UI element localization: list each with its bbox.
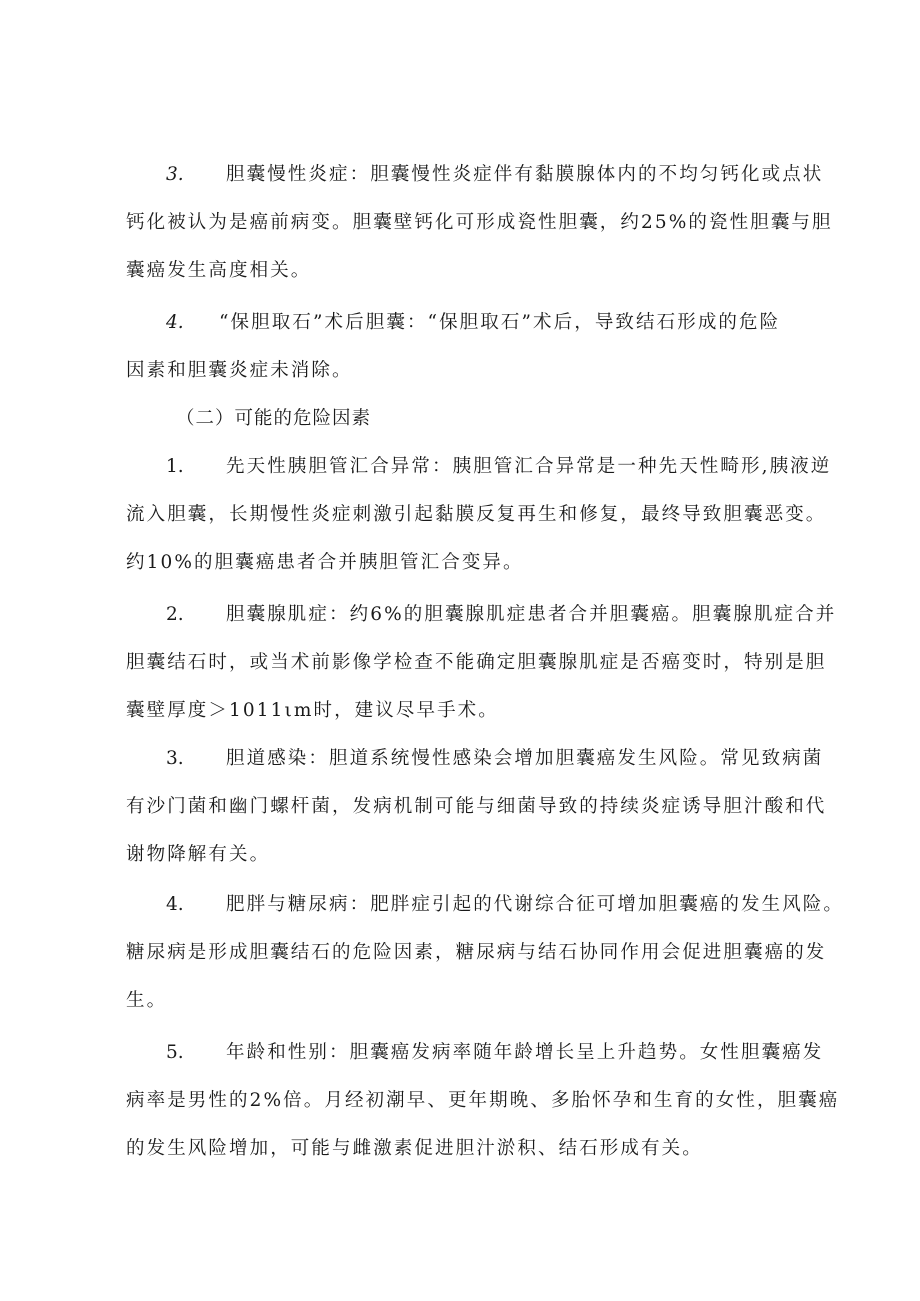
paragraph-line: 胆囊慢性炎症：胆囊慢性炎症伴有黏膜腺体内的不均匀钙化或点状 xyxy=(226,164,824,185)
paragraph-line: 囊癌发生高度相关。 xyxy=(126,260,312,281)
paragraph-line: “保胆取石”术后胆囊：“保胆取石”术后，导致结石形成的危险 xyxy=(219,312,781,333)
paragraph-line: 因素和胆囊炎症未消除。 xyxy=(126,360,353,381)
item-number: 4. xyxy=(166,312,184,333)
paragraph-line: 胆囊结石时，或当术前影像学检查不能确定胆囊腺肌症是否癌变时，特别是胆 xyxy=(126,652,827,673)
paragraph-line: 生。 xyxy=(126,990,168,1011)
paragraph-line: 钙化被认为是癌前病变。胆囊壁钙化可形成瓷性胆囊，约25%的瓷性胆囊与胆 xyxy=(126,212,833,233)
item-number: 1. xyxy=(166,456,184,477)
item-number: 2. xyxy=(166,604,184,625)
paragraph-line: 约10%的胆囊癌患者合并胰胆管汇合变异。 xyxy=(126,552,524,573)
paragraph-line: 囊壁厚度＞1011ιm时，建议尽早手术。 xyxy=(126,700,499,721)
paragraph-line: 胆道感染：胆道系统慢性感染会增加胆囊癌发生风险。常见致病菌 xyxy=(226,748,824,769)
item-number: 4. xyxy=(166,894,184,915)
item-number: 5. xyxy=(166,1042,184,1063)
paragraph-line: 流入胆囊，长期慢性炎症刺激引起黏膜反复再生和修复，最终导致胆囊恶变。 xyxy=(126,504,827,525)
item-number: 3. xyxy=(166,164,184,185)
paragraph-line: 病率是男性的2%倍。月经初潮早、更年期晚、多胎怀孕和生育的女性，胆囊癌 xyxy=(126,1090,840,1111)
paragraph-line: 胆囊腺肌症：约6%的胆囊腺肌症患者合并胆囊癌。胆囊腺肌症合并 xyxy=(226,604,837,625)
paragraph-line: 先天性胰胆管汇合异常：胰胆管汇合异常是一种先天性畸形,胰液逆 xyxy=(226,456,832,477)
section-heading: （二）可能的危险因素 xyxy=(176,408,372,429)
paragraph-line: 肥胖与糖尿病：肥胖症引起的代谢综合征可增加胆囊癌的发生风险。 xyxy=(226,894,845,915)
item-number: 3. xyxy=(166,748,184,769)
paragraph-line: 谢物降解有关。 xyxy=(126,844,271,865)
paragraph-line: 糖尿病是形成胆囊结石的危险因素，糖尿病与结石协同作用会促进胆囊癌的发 xyxy=(126,942,827,963)
paragraph-line: 年龄和性别：胆囊癌发病率随年龄增长呈上升趋势。女性胆囊癌发 xyxy=(226,1042,824,1063)
paragraph-line: 的发生风险增加，可能与雌激素促进胆汁淤积、结石形成有关。 xyxy=(126,1138,703,1159)
paragraph-line: 有沙门菌和幽门螺杆菌，发病机制可能与细菌导致的持续炎症诱导胆汁酸和代 xyxy=(126,796,827,817)
